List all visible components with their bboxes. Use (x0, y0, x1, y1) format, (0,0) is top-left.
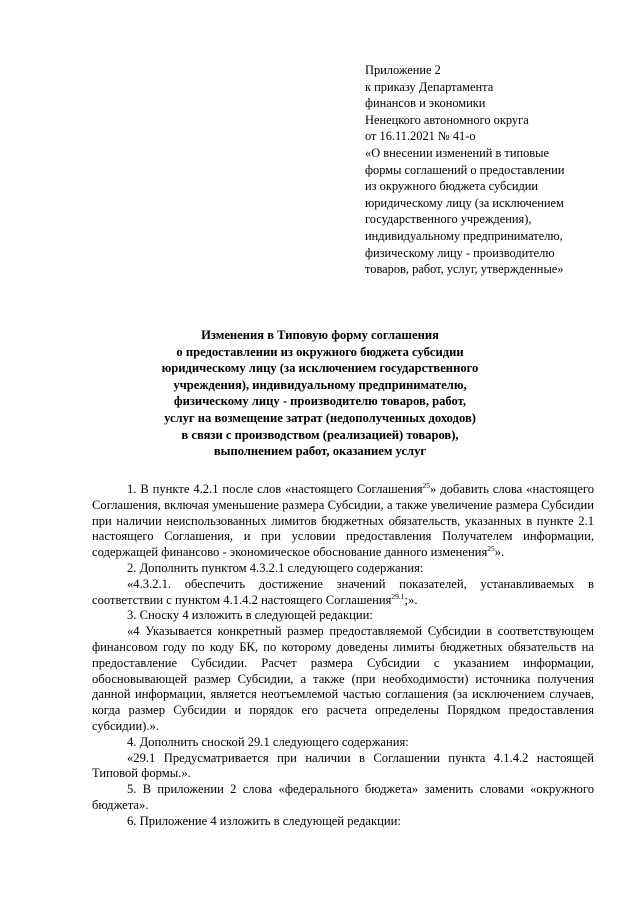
paragraph-7: «29.1 Предусматривается при наличии в Соглашении пункта 4.1.4.2 настоящей Типовой формы.». (92, 750, 594, 781)
title-line: юридическому лицу (за исключением государственного (161, 361, 479, 376)
title-line: учреждения), индивидуальному предпринимателю, (173, 377, 467, 392)
paragraph-6: 4. Дополнить сноской 29.1 следующего содержания: (127, 734, 409, 749)
paragraph-text: 1. В пункте 4.2.1 после слов «настоящего Соглашения (127, 482, 423, 496)
appendix-line: формы соглашений о предоставлении (365, 162, 565, 177)
footnote-ref: 25 (487, 544, 495, 553)
footnote-ref: 29.1 (391, 591, 405, 601)
paragraph-4: 3. Сноску 4 изложить в следующей редакции: (127, 608, 373, 623)
paragraph-5: «4 Указывается конкретный размер предоставляемой Субсидии в соответствующем финансовом году по коду БК, по которому доведены лимиты бюджетных обязательств на предоставление Субсидии. Расчет размера Субсидии с указанием информации, обосновывающей размер Субсидии, а также (при необходимости) источника получения данной информации, является неотъемлемой частью соглашения (за исключением случаев, когда размер Субсидии и порядок его расчета определены Порядком предоставления субсидии).». (92, 624, 594, 733)
title-line: услуг на возмещение затрат (недополученных доходов) (164, 410, 476, 425)
paragraph-3 (92, 577, 594, 609)
appendix-line: из окружного бюджета субсидии (365, 179, 539, 194)
appendix-line: Приложение 2 (365, 63, 441, 77)
document-title (100, 327, 540, 460)
appendix-line: к приказу Департамента (365, 79, 494, 94)
title-line: выполнением работ, оказанием услуг (213, 444, 427, 459)
document-body (92, 482, 594, 830)
appendix-line: финансов и экономики (365, 96, 486, 111)
appendix-line: юридическому лицу (за исключением (365, 195, 564, 210)
appendix-line: товаров, работ, услуг, утвержденные» (365, 262, 564, 277)
paragraph-text: ». (494, 545, 505, 560)
paragraph-9: 6. Приложение 4 изложить в следующей редакции: (127, 813, 401, 828)
paragraph-1 (92, 482, 594, 561)
paragraph-8: 5. В приложении 2 слова «федерального бюджета» заменить словами «окружного бюджета». (92, 782, 594, 812)
title-line: в связи с производством (реализацией) товаров), (181, 427, 459, 442)
title-line: о предоставлении из окружного бюджета субсидии (176, 344, 464, 359)
appendix-header (365, 62, 615, 278)
paragraph-2: 2. Дополнить пунктом 4.3.2.1 следующего содержания: (127, 560, 424, 575)
paragraph-text: » добавить слова «настоящего Соглашения, включая уменьшение размера Субсидии, а также увеличение размера Субсидии при наличии неиспользованных лимитов бюджетных обязательств, указанных в пункте 2.1 настоящего Соглашения, и при условии предоставления Получателем информации, содержащей финансово - экономическое обоснование данного изменения (92, 482, 594, 560)
title-line: Изменения в Типовую форму соглашения (201, 328, 439, 342)
title-line: физическому лицу - производителю товаров, работ, (173, 394, 467, 409)
appendix-line: от 16.11.2021 № 41-о (365, 129, 476, 144)
appendix-line: физическому лицу - производителю (365, 245, 555, 260)
appendix-line: «О внесении изменений в типовые (365, 145, 549, 160)
appendix-line: индивидуальному предпринимателю, (365, 228, 563, 243)
paragraph-text: ;». (404, 592, 418, 607)
appendix-line: государственного учреждения), (365, 212, 532, 227)
footnote-ref: 25 (422, 480, 431, 490)
paragraph-text: «4.3.2.1. обеспечить достижение значений показателей, устанавливаемых в соответствии с пунктом 4.1.4.2 настоящего Соглашения (92, 576, 594, 607)
appendix-line: Ненецкого автономного округа (365, 112, 529, 127)
